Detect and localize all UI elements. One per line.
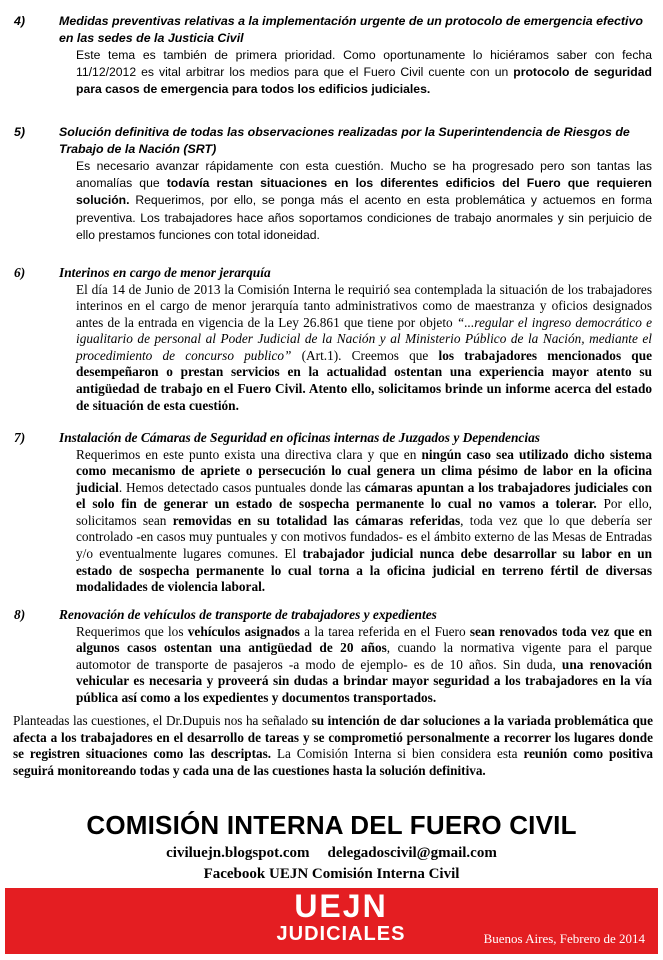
text-run: Es necesario avanzar rápidamente con esta cuestión. Mucho se ha progresado pero son tantas las anomalías que (76, 159, 652, 191)
bold-text-run: protocolo de seguridad para casos de emergencia para todos los edificios judiciales. (76, 65, 652, 97)
text-run: El día 14 de Junio de 2013 la Comisión Interna le requirió sea contemplada la situación de los trabajadores interinos en el cargo de menor jerarquía tanto administrativos como de maestranza y oficios designados antes de la entrada en vigencia de la Ley 26.861 que tiene por objeto (76, 281, 652, 330)
section-body (76, 158, 652, 244)
text-run: Por ello, solicitamos sean (76, 496, 652, 528)
bold-text-run: una renovación vehicular es necesaria y proveerá sin dudas a brindar mayor seguridad a los trabajadores en la vía pública así como a los expedientes y documentos transportados. (76, 656, 653, 705)
text-run: Requerimos que los (76, 623, 188, 639)
section-heading (14, 430, 652, 447)
blog-link[interactable]: civiluejn.blogspot.com (166, 845, 310, 861)
section-title: Renovación de vehículos de transporte de trabajadores y expedientes (59, 607, 437, 622)
bold-text-run: su intención de dar soluciones a la variada problemática que afecta a los trabajadores en el desarrollo de tareas y se comprometió personalmente a recorrer los lugares donde se registren situaciones como las descriptas. (13, 713, 653, 762)
section-body (76, 282, 652, 415)
section-title: Solución definitiva de todas las observaciones realizadas por la Superintendencia de Riesgos de Trabajo de la Nación (SRT) (59, 125, 630, 156)
text-run: Planteadas las cuestiones, el Dr.Dupuis nos ha señalado (13, 713, 312, 728)
text-run: La Comisión Interna si bien considera esta (271, 746, 524, 762)
section-heading (14, 124, 652, 158)
facebook-line: Facebook UEJN Comisión Interna Civil (203, 866, 460, 882)
section-number: 4) (14, 14, 26, 28)
judiciales-logo-text: JUDICIALES (276, 923, 406, 945)
section-heading (14, 265, 652, 282)
bold-text-run: los trabajadores mencionados que desempeñaron o prestan servicios en la actualidad ostentan una experiencia mayor atento su antigüedad de trabajo en el Fuero Civil. Atento ello, solicitamos brinde un informe acerca del estado de situación de esta cuestión. (76, 347, 653, 413)
text-run: Este tema es también de primera prioridad. Como oportunamente lo hiciéramos saber con fecha 11/12/2012 es vital arbitrar los medios para que el Fuero Civil cuente con un (76, 48, 652, 80)
section-8 (14, 607, 652, 706)
section-number: 8) (14, 607, 26, 622)
section-heading (14, 13, 652, 47)
section-body (76, 47, 652, 99)
text-run: Requerimos en este punto exista una directiva clara y que en (76, 446, 422, 462)
section-5 (14, 124, 652, 244)
section-title: Interinos en cargo de menor jerarquía (59, 265, 271, 280)
section-number: 7) (14, 430, 26, 445)
text-run: a la tarea referida en el Fuero (299, 623, 470, 639)
section-body (76, 624, 652, 707)
bold-text-run: ningún caso sea utilizado dicho sistema como mecanismo de apriete o persecución lo cual genera un clima pésimo de labor en la oficina judicial (76, 446, 652, 495)
section-title: Instalación de Cámaras de Seguridad en oficinas internas de Juzgados y Dependencias (59, 430, 540, 445)
bold-text-run: todavía restan situaciones en los diferentes edificios del Fuero que requieren solución. (76, 176, 653, 208)
email-link[interactable]: delegadoscivil@gmail.com (327, 845, 497, 861)
footer-contacts (0, 843, 663, 863)
text-run: Requerimos, por ello, se ponga más el acento en esta problemática y actuemos en forma preventiva. Los trabajadores hace años soportamos condiciones de trabajo anormales y sin perjuicio de ello prestamos funciones con total idoneidad. (76, 193, 652, 242)
uejn-logo: UEJN (294, 888, 388, 924)
text-run: (Art.1). Creemos que (291, 347, 439, 363)
section-4 (14, 13, 652, 99)
dateline: Buenos Aires, Febrero de 2014 (483, 931, 645, 946)
bold-text-run: reunión como positiva seguirá monitoreando todas y cada una de las cuestiones hasta la solución definitiva. (13, 746, 654, 778)
section-title: Medidas preventivas relativas a la implementación urgente de un protocolo de emergencia efectivo en las sedes de la Justicia Civil (59, 14, 643, 45)
section-number: 6) (14, 265, 26, 280)
section-body (76, 447, 652, 596)
bold-text-run: vehículos asignados (187, 623, 300, 639)
bold-text-run: cámaras apuntan a los trabajadores judiciales con el solo fin de generar un estado de sospecha permanente lo cual no vamos a tolerar. (76, 479, 652, 512)
text-run: . Hemos detectado casos puntuales donde las (118, 479, 365, 495)
bold-text-run: sean renovados toda vez que en algunos casos ostentan una antigüedad de 20 años (76, 623, 652, 656)
bold-text-run: trabajador judicial nunca debe desarrollar su labor en un estado de sospecha permanente lo cual torna a la oficina judicial en terreno fértil de diversas modalidades de violencia laboral. (76, 546, 653, 595)
section-number: 5) (14, 125, 26, 139)
section-6 (14, 265, 652, 414)
closing-paragraph (13, 713, 653, 779)
section-heading (14, 607, 652, 624)
bold-text-run: removidas en su totalidad las cámaras referidas (172, 512, 461, 528)
section-7 (14, 430, 652, 596)
text-run: , toda vez que lo que debería ser controlado -en casos muy puntuales y con motivos fundados- es el ámbito externo de las Mesas de Entradas y/o eventualmente lugares comunes. El (76, 512, 652, 562)
text-run: , cuando la normativa vigente para el parque automotor de transporte de pasajeros -a modo de ejemplo- es de 10 años. Sin duda, (76, 640, 652, 672)
italic-text-run: “...regular el ingreso democrático e igualitario de personal al Poder Judicial de la Nación y al Ministerio Público de la Nación, mediante el procedimiento de concurso publico” (76, 314, 653, 363)
footer-title: COMISIÓN INTERNA DEL FUERO CIVIL (86, 810, 577, 840)
